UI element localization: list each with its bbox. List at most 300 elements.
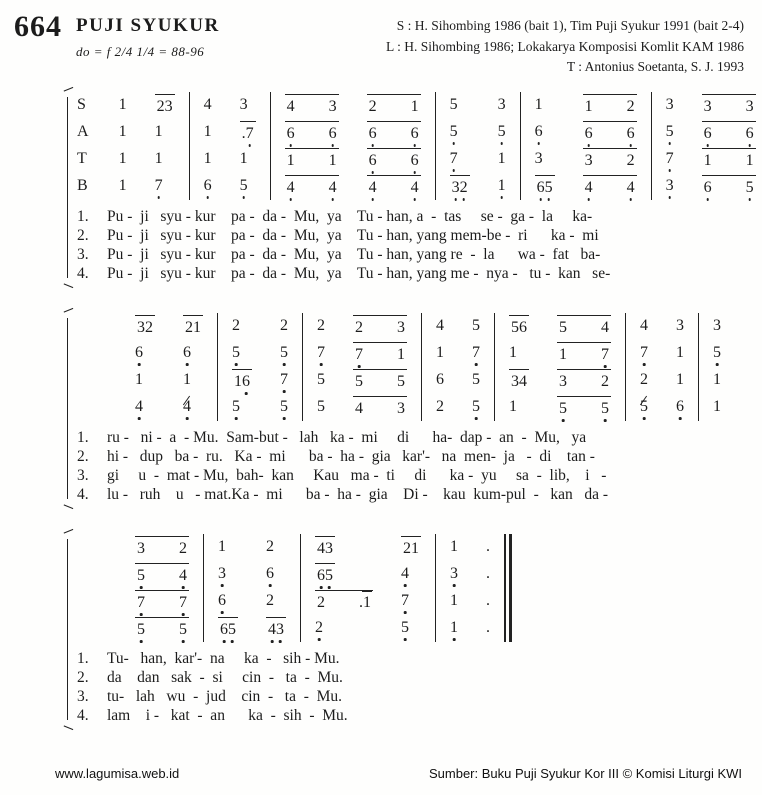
note-cell [121,313,169,340]
voice-label: T [77,150,87,167]
note-cell [495,367,543,394]
note-cell [218,340,266,367]
note-digit: 6 [703,124,712,142]
voice-label: A [77,123,89,140]
lyric-text: lam i - kat - an ka - sih - Mu. [107,706,348,724]
verse-number: 2. [77,668,89,686]
note-digit: 1 [559,345,567,363]
note-digit: 7 [665,150,674,167]
note-digit: . [241,124,246,142]
note-group [450,150,458,168]
footer-source: Sumber: Buku Puji Syukur Kor III © Komisi Liturgi KWI [428,766,742,781]
tempo-marking: do = f 2/4 1/4 = 88-96 [76,44,205,59]
note-cell [626,367,662,394]
system-3 [64,534,750,725]
note-group [713,371,721,389]
lyric-text: Pu - ji syu - kur pa - da - Mu, ya Tu - han, yang re - la wa - fat ba- [107,245,601,263]
note-digit: 2 [156,97,165,115]
note-group [204,123,212,141]
note-cell [266,367,303,394]
note-group [583,94,637,116]
voice-row [121,588,511,615]
note-digit: 3 [511,372,519,390]
note-group [450,592,458,610]
note-digit: 5 [179,620,187,638]
note-digit: 1 [234,372,242,390]
note-digit: 1 [584,97,593,115]
lyric-line [77,447,735,466]
note-cell [121,615,204,642]
note-group [135,398,143,416]
note-digit: 4 [436,317,444,334]
note-group [280,317,288,335]
note-cell [387,588,436,615]
note-digit: 6 [286,124,295,142]
note-cell [495,394,543,421]
note-digit: 2 [459,178,468,196]
note-cell [436,146,484,173]
note-digit: 4 [328,178,337,196]
note-cell [652,119,688,146]
note-cell [569,173,652,200]
note-cell [521,146,569,173]
note-digit: 1 [135,371,143,388]
note-group [666,96,674,114]
note-cell [105,92,141,119]
note-cell [252,615,301,642]
note-group [135,371,143,389]
note-cell [252,588,301,615]
note-digit: 4 [519,372,527,390]
note-cell [652,92,688,119]
system-bracket [64,92,77,283]
note-cell [521,92,569,119]
note-digit: 5 [665,123,674,140]
note-digit: 1 [745,151,754,169]
note-digit: 5 [355,372,363,390]
note-digit: 3 [665,96,674,113]
system-body [77,313,735,504]
note-group [367,175,421,197]
note-group [266,617,286,639]
note-cell [699,340,735,367]
note-cell [190,119,226,146]
system-body [77,534,512,725]
note-digit: 3 [276,620,284,638]
note-digit: 3 [137,318,145,336]
note-digit: 1 [436,344,444,361]
note-digit: 1 [497,177,506,194]
note-cell [543,394,626,421]
note-group [436,344,444,362]
note-group [702,121,756,143]
note-digit: 7 [449,150,458,167]
credit-line-l: L : H. Sihombing 1986; Lokakarya Komposisi Komlit KAM 1986 [386,38,744,54]
note-group [509,315,529,337]
note-digit: 4 [584,178,593,196]
note-digit: 5 [601,399,609,417]
note-cell [204,615,252,642]
note-group [436,371,444,389]
note-cell [204,588,252,615]
final-barline [505,561,511,588]
note-digit: 5 [280,398,288,415]
note-group [280,344,288,362]
note-digit: 4 [410,178,419,196]
note-group [119,123,127,141]
note-cell [218,313,266,340]
note-group [450,619,458,637]
note-group [557,396,611,418]
note-cell [204,561,252,588]
note-digit: 7 [137,593,145,611]
verse-number: 4. [77,706,89,724]
note-digit: 2 [232,317,240,334]
note-group [450,538,458,556]
note-digit: 2 [403,539,411,557]
lyric-text: da dan sak - si cin - ta - Mu. [107,668,343,686]
note-digit: 5 [497,123,506,140]
lyric-text: Pu - ji syu - kur pa - da - Mu, ya Tu - han, yang mem-be - ri ka - mi [107,226,599,244]
note-digit: 3 [137,539,145,557]
note-digit: 1 [286,151,295,169]
note-digit: 6 [368,124,377,142]
note-digit: 5 [137,566,145,584]
note-group [640,317,648,335]
final-barline [505,534,511,561]
note-digit: 7 [640,344,648,361]
lyric-text: gi u - mat - Mu, bah- kan Kau ma - ti di ka - yu sa - lib, i - [107,466,607,484]
note-cell [339,313,422,340]
note-digit: 4 [317,539,325,557]
note-group [266,538,274,556]
note-group [535,150,543,168]
lyric-line [77,706,512,725]
note-cell [387,561,436,588]
note-cell [226,92,271,119]
note-digit: 4 [135,398,143,415]
note-group [702,175,756,197]
note-digit: 3 [164,97,173,115]
note-group [285,175,339,197]
note-group [401,619,409,637]
note-group [119,150,127,168]
lyric-line [77,245,762,264]
note-group [155,150,163,168]
note-group [232,317,240,335]
note-group [498,96,506,114]
note-group [666,123,674,141]
note-group [498,177,506,195]
note-group [285,121,339,143]
verse-number: 3. [77,687,89,705]
note-cell [339,367,422,394]
voice-row [121,367,735,394]
note-cell [458,394,495,421]
lyric-line [77,668,512,687]
voice-label: B [77,177,88,194]
lyric-line [77,649,512,668]
note-digit: 6 [534,123,543,140]
note-group [240,150,248,168]
note-cell [121,340,169,367]
credit-line-s: S : H. Sihombing 1986 (bait 1), Tim Puji Syukur 1991 (bait 2-4) [396,18,744,33]
note-digit: 5 [280,344,288,361]
note-cell [458,367,495,394]
note-digit: 1 [183,371,191,388]
note-digit: 2 [315,619,323,636]
bracket-top-tick [64,528,77,540]
note-digit: 1 [534,96,543,113]
note-cell [301,615,387,642]
note-group [240,121,256,143]
note-digit: 7 [154,177,163,194]
note-cell [387,534,436,561]
note-group [702,148,756,170]
note-cell [472,615,505,642]
note-group [135,315,155,337]
final-barline [505,615,511,642]
lyric-text: Pu - ji syu - kur pa - da - Mu, ya Tu - han, yang me - nya - tu - kan se- [107,264,611,282]
note-digit: 1 [676,344,684,361]
note-group [240,177,248,195]
note-group [232,398,240,416]
note-cell [436,119,484,146]
song-title: PUJI SYUKUR [76,15,220,36]
voice-row-b [77,173,762,200]
note-cell [484,173,521,200]
note-digit: 6 [266,565,274,582]
note-group [317,398,325,416]
note-group [353,369,407,391]
note-group [367,148,421,170]
note-digit: 7 [601,345,609,363]
note-digit: 5 [449,123,458,140]
note-group [317,344,325,362]
note-cell [543,340,626,367]
note-digit: 1 [713,398,721,415]
note-digit: 5 [745,178,754,196]
note-group [218,592,226,610]
note-cell [303,313,339,340]
system-2 [64,313,750,504]
verse-number: 2. [77,226,89,244]
note-cell [569,92,652,119]
note-cell [141,173,190,200]
note-group [509,398,517,416]
note-digit: 6 [745,124,754,142]
note-digit: 1 [193,318,201,336]
notation-grid [77,92,762,200]
note-group [557,315,611,337]
note-digit: 1 [363,593,371,611]
note-group [676,398,684,416]
verse-number: 4. [77,264,89,282]
note-cell [252,534,301,561]
note-cell [271,146,353,173]
lyric-line [77,226,762,245]
note-cell [339,394,422,421]
note-digit: 5 [325,566,333,584]
note-digit: 7 [179,593,187,611]
note-digit: 6 [436,371,444,388]
note-group [436,398,444,416]
note-cell [301,588,387,615]
note-group [676,344,684,362]
lyrics-block [77,649,512,725]
note-group [285,148,339,170]
note-cell [422,367,458,394]
note-cell [699,367,735,394]
note-digit: . [486,592,490,609]
note-group [204,177,212,195]
note-digit: 1 [713,371,721,388]
voice-row [121,340,735,367]
notation-grid [121,534,512,642]
note-group [135,563,189,585]
note-digit: 5 [137,620,145,638]
lyric-line [77,687,512,706]
note-group [702,94,756,116]
note-cell [141,119,190,146]
note-cell [543,367,626,394]
note-digit: 1 [118,150,127,167]
note-group [450,123,458,141]
note-cell [121,394,169,421]
note-group [285,94,339,116]
note-cell [688,173,762,200]
note-group [472,398,480,416]
note-digit: 5 [472,317,480,334]
note-cell [105,146,141,173]
note-digit: 5 [713,344,721,361]
note-digit: 7 [317,344,325,361]
note-cell [422,394,458,421]
note-digit: 6 [703,178,712,196]
note-digit: . [486,565,490,582]
note-group [135,344,143,362]
note-cell [252,561,301,588]
note-group [498,123,506,141]
note-group [353,315,407,337]
note-digit: 3 [703,97,712,115]
note-group [119,96,127,114]
note-digit: 3 [450,565,458,582]
note-digit: 4 [183,398,191,415]
note-cell [121,534,204,561]
note-cell [436,561,472,588]
note-cell [266,313,303,340]
note-group [119,177,127,195]
note-digit: 5 [239,177,248,194]
note-digit: 1 [450,592,458,609]
note-digit: 1 [410,97,419,115]
lyric-text: lu - ruh u - mat.Ka - mi ba - ha - gia Di - kau kum-pul - kan da - [107,485,609,503]
note-cell [436,588,472,615]
systems [14,92,754,725]
voice-row-s [77,92,762,119]
note-cell [266,340,303,367]
note-cell [121,588,204,615]
note-group [509,344,517,362]
note-group [472,317,480,335]
note-digit: 2 [626,97,635,115]
note-digit: 2 [355,318,363,336]
note-digit: 1 [397,345,405,363]
note-digit: 1 [411,539,419,557]
note-digit: 3 [451,178,460,196]
verse-number: 1. [77,649,89,667]
note-cell [569,119,652,146]
note-cell [204,534,252,561]
note-digit: 5 [640,398,648,415]
note-digit: 6 [183,344,191,361]
note-digit: 4 [626,178,635,196]
note-group [486,619,490,637]
note-cell [472,534,505,561]
note-digit: 6 [368,151,377,169]
note-group [317,371,325,389]
note-cell [266,394,303,421]
note-group [315,563,335,585]
note-digit: 3 [665,177,674,194]
credit-line-t: T : Antonius Soetanta, S. J. 1993 [566,59,744,74]
notation-grid [121,313,735,421]
note-digit: 1 [239,150,248,167]
note-group [498,150,506,168]
note-group [183,315,203,337]
note-digit: 7 [472,344,480,361]
note-cell [105,119,141,146]
note-digit: 6 [242,372,250,390]
note-digit: 1 [676,371,684,388]
voice-row [121,534,511,561]
lyric-line [77,466,735,485]
note-digit: 3 [328,97,337,115]
lyric-line [77,428,735,447]
note-cell [688,119,762,146]
note-group [450,96,458,114]
note-group [280,371,288,389]
note-cell [436,615,472,642]
voice-row-t [77,146,762,173]
note-digit: 3 [584,151,593,169]
note-digit: 2 [368,97,377,115]
note-group [183,344,191,362]
note-digit: 6 [519,318,527,336]
note-digit: 3 [745,97,754,115]
voice-label: S [77,96,86,113]
note-digit: 6 [218,592,226,609]
note-cell [226,119,271,146]
note-digit: 1 [328,151,337,169]
voice-row [121,561,511,588]
note-digit: 7 [355,345,363,363]
note-group [666,177,674,195]
note-digit: 1 [218,538,226,555]
note-cell [484,146,521,173]
note-group [401,592,409,610]
note-group [535,175,555,197]
lyric-text: Tu- han, kar'- na ka - sih - Mu. [107,649,340,667]
note-cell [169,394,218,421]
note-digit: 7 [245,124,254,142]
lyric-text: hi - dup ba - ru. Ka - mi ba - ha - gia kar'- na men- ja - di tan - [107,447,595,465]
note-group [450,565,458,583]
note-group [450,175,470,197]
note-cell [495,340,543,367]
note-cell [301,561,387,588]
